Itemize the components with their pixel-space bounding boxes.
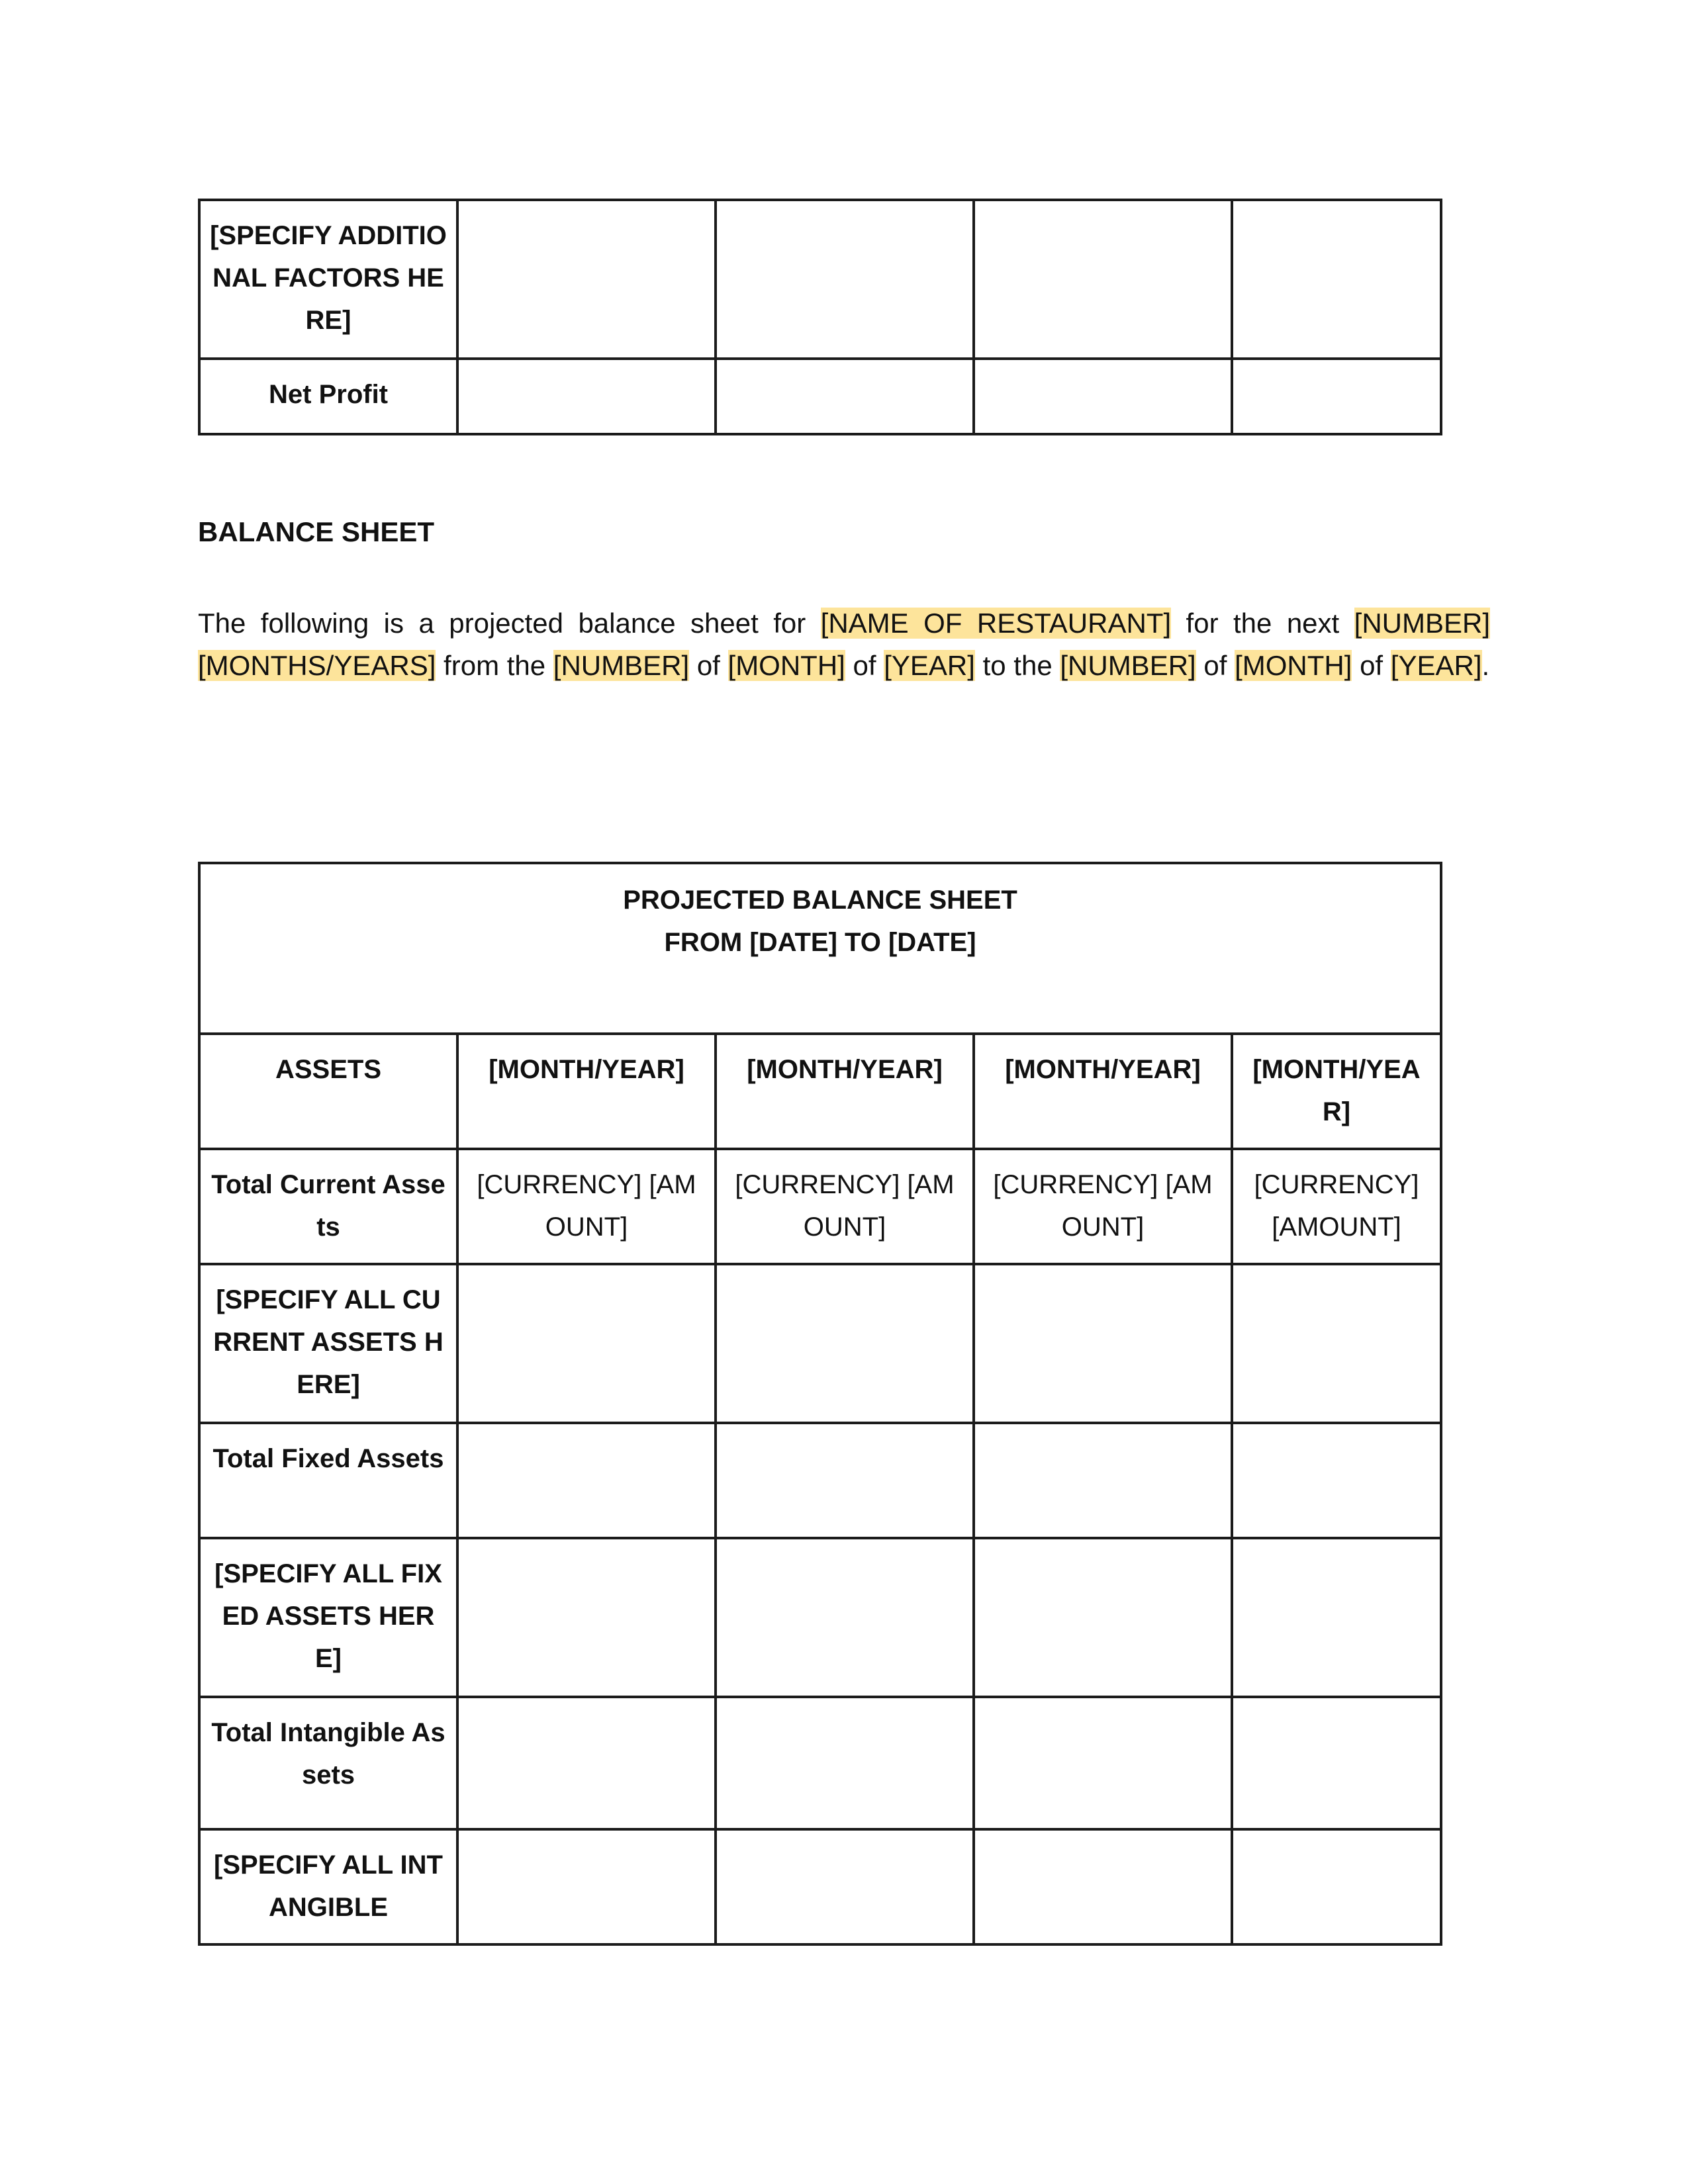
table-cell[interactable] xyxy=(716,1423,974,1538)
row-label: Total Fixed Assets xyxy=(199,1423,457,1538)
paragraph-text: of xyxy=(1196,650,1235,681)
table-title xyxy=(199,863,1441,1034)
placeholder-highlight: [NAME OF RESTAURANT] xyxy=(820,608,1172,639)
table-cell[interactable] xyxy=(457,359,716,434)
table-cell[interactable] xyxy=(457,1829,716,1944)
table-cell[interactable] xyxy=(716,200,974,359)
table-cell[interactable] xyxy=(1232,1264,1441,1423)
column-header: [MONTH/YEAR] xyxy=(457,1034,716,1149)
amount-cell[interactable]: [CURRENCY] [AMOUNT] xyxy=(1232,1149,1441,1264)
table-row xyxy=(199,1538,1441,1697)
paragraph-text: of xyxy=(689,650,728,681)
placeholder-highlight: [YEAR] xyxy=(884,650,975,681)
column-header: [MONTH/YEAR] xyxy=(1232,1034,1441,1149)
amount-cell[interactable]: [CURRENCY] [AMOUNT] xyxy=(716,1149,974,1264)
table-cell[interactable] xyxy=(716,1829,974,1944)
amount-cell[interactable]: [CURRENCY] [AMOUNT] xyxy=(974,1149,1232,1264)
table-cell[interactable] xyxy=(716,1697,974,1829)
row-label: Total Current Assets xyxy=(199,1149,457,1264)
paragraph-text: to the xyxy=(974,650,1060,681)
table-cell[interactable] xyxy=(716,1538,974,1697)
section-heading: BALANCE SHEET xyxy=(198,516,435,547)
placeholder-highlight: [NUMBER] xyxy=(1060,650,1196,681)
table-cell[interactable] xyxy=(716,359,974,434)
placeholder-highlight: [MONTH] xyxy=(727,650,845,681)
table-cell[interactable] xyxy=(974,359,1232,434)
additional-factors-table xyxy=(198,199,1442,435)
table-header-row xyxy=(199,1034,1441,1149)
table-row xyxy=(199,1423,1441,1538)
placeholder-highlight: [NUMBER] [MONTHS/YEARS] xyxy=(198,608,1491,681)
table-cell[interactable] xyxy=(1232,200,1441,359)
table-cell[interactable] xyxy=(1232,1829,1441,1944)
table-cell[interactable] xyxy=(1232,1423,1441,1538)
table-cell[interactable] xyxy=(1232,1538,1441,1697)
column-header: [MONTH/YEAR] xyxy=(716,1034,974,1149)
row-label: [SPECIFY ALL FIXED ASSETS HERE] xyxy=(199,1538,457,1697)
table-cell[interactable] xyxy=(974,1264,1232,1423)
table-cell[interactable] xyxy=(974,1423,1232,1538)
table-cell[interactable] xyxy=(974,1538,1232,1697)
row-label: [SPECIFY ALL INTANGIBLE xyxy=(199,1829,457,1944)
table-cell[interactable] xyxy=(457,1423,716,1538)
table-cell[interactable] xyxy=(457,1538,716,1697)
placeholder-highlight: [MONTH] xyxy=(1235,650,1352,681)
table-title-row xyxy=(199,863,1441,1034)
placeholder-highlight: [YEAR] xyxy=(1390,650,1482,681)
paragraph-text: . xyxy=(1481,650,1490,681)
table-cell[interactable] xyxy=(716,1264,974,1423)
paragraph-text: of xyxy=(1352,650,1391,681)
row-label: Total Intangible Assets xyxy=(199,1697,457,1829)
table-row xyxy=(199,1697,1441,1829)
table-cell[interactable] xyxy=(1232,1697,1441,1829)
projected-balance-sheet-table xyxy=(198,862,1442,1946)
row-label: Net Profit xyxy=(199,359,457,434)
table-cell[interactable] xyxy=(974,1697,1232,1829)
paragraph-text: of xyxy=(845,650,884,681)
row-label: [SPECIFY ALL CURRENT ASSETS HERE] xyxy=(199,1264,457,1423)
table-cell[interactable] xyxy=(974,1829,1232,1944)
table-cell[interactable] xyxy=(457,200,716,359)
placeholder-highlight: [NUMBER] xyxy=(553,650,690,681)
table-row xyxy=(199,1264,1441,1423)
column-header: [MONTH/YEAR] xyxy=(974,1034,1232,1149)
row-label: [SPECIFY ADDITIONAL FACTORS HERE] xyxy=(199,200,457,359)
table-cell[interactable] xyxy=(457,1264,716,1423)
table-cell[interactable] xyxy=(1232,359,1441,434)
paragraph-text: from the xyxy=(436,650,553,681)
table-row xyxy=(199,359,1441,434)
paragraph-text: The following is a projected balance sheet for xyxy=(198,608,821,639)
table-cell[interactable] xyxy=(974,200,1232,359)
table-row xyxy=(199,1149,1441,1264)
table-title-line: PROJECTED BALANCE SHEET xyxy=(623,886,1017,915)
table-row xyxy=(199,200,1441,359)
intro-paragraph xyxy=(198,602,1490,687)
table-subtitle-line: FROM [DATE] TO [DATE] xyxy=(664,928,976,957)
amount-cell[interactable]: [CURRENCY] [AMOUNT] xyxy=(457,1149,716,1264)
table-cell[interactable] xyxy=(457,1697,716,1829)
paragraph-text: for the next xyxy=(1171,608,1354,639)
table-row xyxy=(199,1829,1441,1944)
column-header: ASSETS xyxy=(199,1034,457,1149)
